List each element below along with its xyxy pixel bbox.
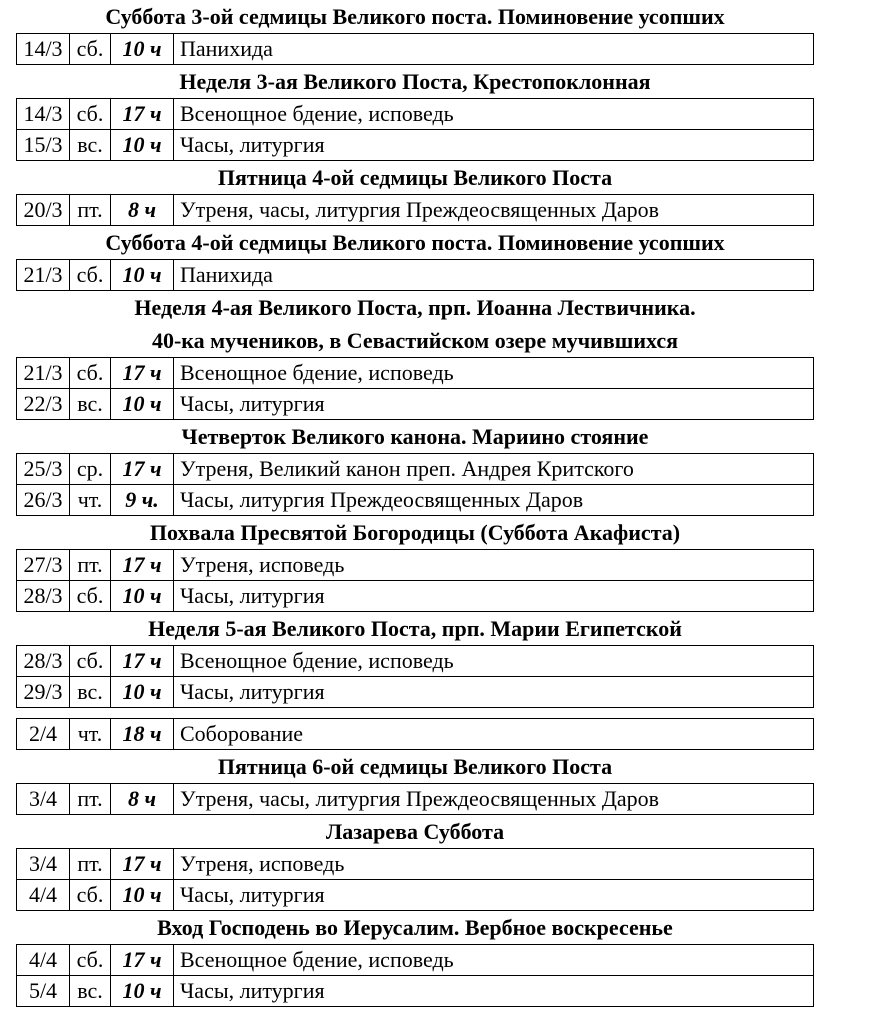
date-cell: 27/3 [17, 550, 70, 581]
service-cell: Часы, литургия Преждеосвященных Даров [174, 485, 814, 516]
section-heading-line: Четверток Великого канона. Мариино стояние [181, 424, 649, 449]
weekday-cell: сб. [70, 260, 111, 291]
date-cell: 14/3 [17, 34, 70, 65]
service-cell: Часы, литургия [174, 976, 814, 1007]
schedule-row [17, 195, 814, 226]
weekday-cell: вс. [70, 389, 111, 420]
schedule-table [16, 848, 814, 911]
schedule-table [16, 357, 814, 420]
section-heading-line: Лазарева Суббота [325, 819, 505, 844]
weekday-cell: пт. [70, 784, 111, 815]
service-cell: Утреня, исповедь [174, 849, 814, 880]
date-cell: 14/3 [17, 99, 70, 130]
section-heading [16, 815, 814, 848]
service-cell: Утреня, часы, литургия Преждеосвященных Даров [174, 195, 814, 226]
date-cell: 15/3 [17, 130, 70, 161]
schedule-row [17, 646, 814, 677]
time-cell: 10 ч [111, 880, 174, 911]
weekday-cell: вс. [70, 976, 111, 1007]
weekday-cell: вс. [70, 130, 111, 161]
schedule-row [17, 976, 814, 1007]
section-heading [16, 420, 814, 453]
schedule-table [16, 259, 814, 291]
date-cell: 4/4 [17, 945, 70, 976]
date-cell: 4/4 [17, 880, 70, 911]
schedule-row [17, 260, 814, 291]
service-cell: Панихида [174, 34, 814, 65]
schedule-row [17, 358, 814, 389]
schedule-row [17, 454, 814, 485]
schedule-row [17, 880, 814, 911]
time-cell: 17 ч [111, 454, 174, 485]
service-cell: Часы, литургия [174, 677, 814, 708]
date-cell: 28/3 [17, 581, 70, 612]
time-cell: 10 ч [111, 976, 174, 1007]
service-cell: Соборование [174, 719, 814, 750]
schedule-row [17, 130, 814, 161]
weekday-cell: чт. [70, 485, 111, 516]
schedule-table [16, 944, 814, 1007]
date-cell: 22/3 [17, 389, 70, 420]
time-cell: 8 ч [111, 195, 174, 226]
section-heading-line: Неделя 3-ая Великого Поста, Крестопоклонная [179, 69, 651, 94]
section-heading-line: Неделя 4-ая Великого Поста, прп. Иоанна Лествичника. [134, 295, 696, 320]
section-heading [16, 0, 814, 33]
spacer [16, 708, 814, 718]
weekday-cell: пт. [70, 195, 111, 226]
schedule-row [17, 945, 814, 976]
schedule-row [17, 677, 814, 708]
date-cell: 3/4 [17, 784, 70, 815]
service-cell: Всенощное бдение, исповедь [174, 358, 814, 389]
section-heading [16, 750, 814, 783]
section-heading-line: Пятница 6-ой седмицы Великого Поста [217, 754, 613, 779]
time-cell: 10 ч [111, 581, 174, 612]
time-cell: 8 ч [111, 784, 174, 815]
time-cell: 9 ч. [111, 485, 174, 516]
weekday-cell: сб. [70, 99, 111, 130]
schedule-table [16, 783, 814, 815]
date-cell: 21/3 [17, 358, 70, 389]
schedule-table [16, 33, 814, 65]
service-cell: Панихида [174, 260, 814, 291]
schedule-row [17, 784, 814, 815]
schedule-row [17, 99, 814, 130]
service-cell: Всенощное бдение, исповедь [174, 945, 814, 976]
section-heading [16, 161, 814, 194]
time-cell: 10 ч [111, 130, 174, 161]
section-heading-line: Суббота 4-ой седмицы Великого поста. Поминовение усопших [105, 230, 725, 255]
date-cell: 29/3 [17, 677, 70, 708]
section-heading-line: Пятница 4-ой седмицы Великого Поста [217, 165, 613, 190]
section-heading-line: Похвала Пресвятой Богородицы (Суббота Акафиста) [149, 520, 681, 545]
section-heading [16, 291, 814, 357]
weekday-cell: сб. [70, 581, 111, 612]
schedule-row [17, 719, 814, 750]
date-cell: 3/4 [17, 849, 70, 880]
schedule-table [16, 645, 814, 708]
weekday-cell: чт. [70, 719, 111, 750]
time-cell: 17 ч [111, 99, 174, 130]
service-cell: Утреня, исповедь [174, 550, 814, 581]
service-cell: Всенощное бдение, исповедь [174, 99, 814, 130]
section-heading [16, 65, 814, 98]
weekday-cell: сб. [70, 945, 111, 976]
weekday-cell: пт. [70, 849, 111, 880]
service-cell: Часы, литургия [174, 130, 814, 161]
date-cell: 26/3 [17, 485, 70, 516]
service-cell: Всенощное бдение, исповедь [174, 646, 814, 677]
date-cell: 25/3 [17, 454, 70, 485]
schedule-row [17, 849, 814, 880]
service-cell: Часы, литургия [174, 581, 814, 612]
service-cell: Утреня, часы, литургия Преждеосвященных Даров [174, 784, 814, 815]
time-cell: 17 ч [111, 945, 174, 976]
schedule-row [17, 34, 814, 65]
section-heading-line: 40-ка мучеников, в Севастийском озере мучившихся [151, 328, 679, 353]
time-cell: 17 ч [111, 550, 174, 581]
date-cell: 20/3 [17, 195, 70, 226]
service-cell: Часы, литургия [174, 389, 814, 420]
weekday-cell: пт. [70, 550, 111, 581]
schedule-row [17, 550, 814, 581]
weekday-cell: сб. [70, 358, 111, 389]
weekday-cell: ср. [70, 454, 111, 485]
weekday-cell: сб. [70, 646, 111, 677]
time-cell: 10 ч [111, 260, 174, 291]
time-cell: 17 ч [111, 849, 174, 880]
service-cell: Часы, литургия [174, 880, 814, 911]
weekday-cell: сб. [70, 34, 111, 65]
time-cell: 18 ч [111, 719, 174, 750]
service-cell: Утреня, Великий канон преп. Андрея Критского [174, 454, 814, 485]
section-heading [16, 911, 814, 944]
time-cell: 17 ч [111, 358, 174, 389]
time-cell: 10 ч [111, 677, 174, 708]
date-cell: 5/4 [17, 976, 70, 1007]
schedule-table [16, 194, 814, 226]
schedule-table [16, 718, 814, 750]
time-cell: 10 ч [111, 34, 174, 65]
section-heading [16, 226, 814, 259]
date-cell: 28/3 [17, 646, 70, 677]
time-cell: 17 ч [111, 646, 174, 677]
date-cell: 2/4 [17, 719, 70, 750]
section-heading-line: Вход Господень во Иерусалим. Вербное воскресенье [157, 915, 673, 940]
section-heading [16, 612, 814, 645]
time-cell: 10 ч [111, 389, 174, 420]
schedule-row [17, 389, 814, 420]
section-heading [16, 516, 814, 549]
schedule-row [17, 485, 814, 516]
section-heading-line: Неделя 5-ая Великого Поста, прп. Марии Египетской [148, 616, 682, 641]
service-schedule [16, 0, 814, 1007]
weekday-cell: вс. [70, 677, 111, 708]
weekday-cell: сб. [70, 880, 111, 911]
schedule-table [16, 453, 814, 516]
section-heading-line: Суббота 3-ой седмицы Великого поста. Поминовение усопших [105, 4, 725, 29]
schedule-row [17, 581, 814, 612]
date-cell: 21/3 [17, 260, 70, 291]
schedule-table [16, 549, 814, 612]
schedule-table [16, 98, 814, 161]
